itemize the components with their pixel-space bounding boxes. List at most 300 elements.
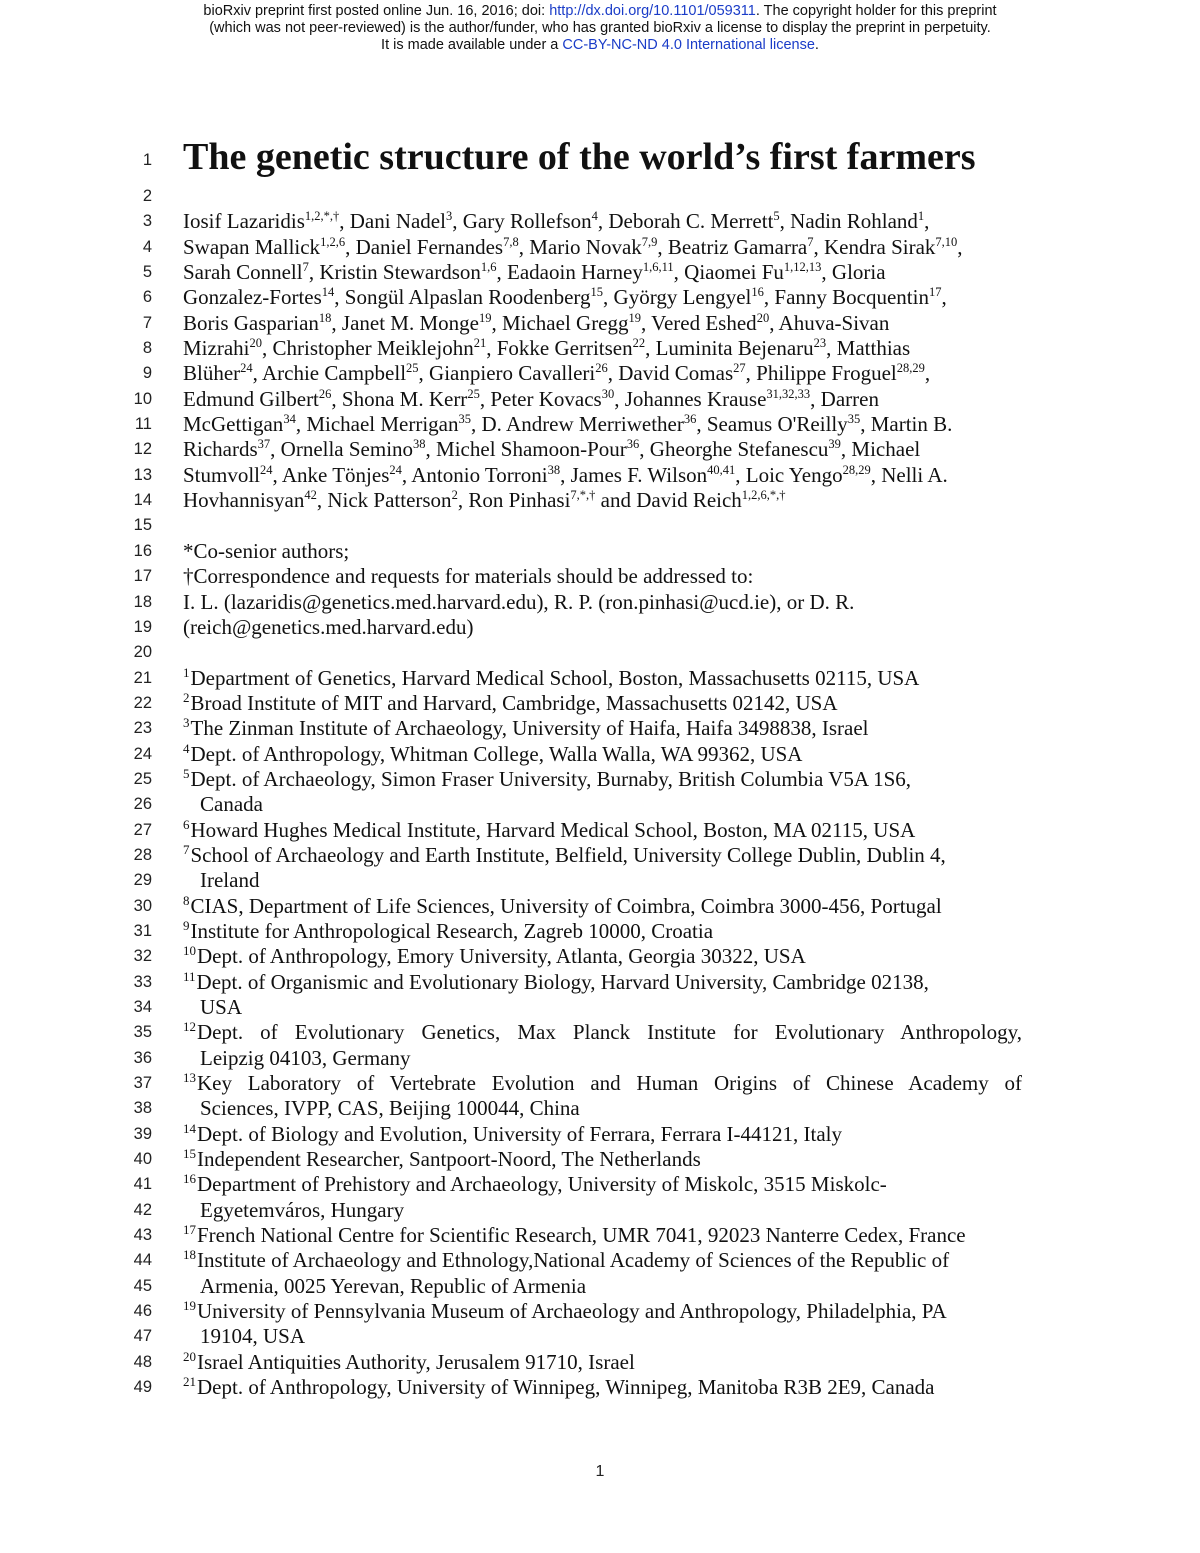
affiliation-number: 3	[183, 716, 190, 731]
affiliation-line	[0, 1096, 1200, 1121]
affiliation-number: 4	[183, 741, 190, 756]
affiliation-number: 17	[183, 1223, 196, 1238]
correspondence-note: I. L. (lazaridis@genetics.med.harvard.edu), R. P. (ron.pinhasi@ucd.ie), or D. R.	[183, 589, 855, 614]
affiliation-line	[0, 1350, 1200, 1375]
affiliation-marker: 38	[547, 462, 561, 477]
affiliation-text	[183, 970, 1022, 995]
line-number: 36	[133, 1048, 152, 1067]
author-name: Boris Gasparian	[183, 310, 319, 335]
author-name: Swapan Mallick	[183, 234, 321, 259]
affiliation-text	[183, 919, 1022, 944]
blank-line	[0, 640, 1200, 665]
correspondence-note: †Correspondence and requests for materials should be addressed to:	[183, 564, 754, 589]
affiliation-line	[0, 1324, 1200, 1349]
line-number: 10	[133, 389, 152, 408]
affiliation-line-text: Canada	[200, 792, 263, 817]
author-name: , Qiaomei Fu	[673, 260, 784, 285]
author-name: , Michael Gregg	[491, 310, 629, 335]
affiliation-line-text: Leipzig 04103, Germany	[200, 1045, 411, 1070]
author-list	[183, 361, 1022, 386]
author-name: , Ahuva-Sivan	[769, 310, 890, 335]
line-number: 16	[133, 541, 152, 560]
affiliation-line-text: Department of Prehistory and Archaeology, University of Miskolc, 3515 Miskolc-	[197, 1172, 887, 1197]
author-name: , Martin B.	[860, 412, 953, 437]
affiliation-marker: 18	[318, 310, 332, 325]
author-line	[0, 285, 1200, 310]
affiliation-marker: 35	[847, 412, 861, 427]
author-line	[0, 336, 1200, 361]
author-name: , Antonio Torroni	[401, 462, 548, 487]
line-number: 9	[142, 364, 152, 383]
affiliation-number: 5	[183, 766, 190, 781]
line-number: 6	[142, 288, 152, 307]
author-name: , Darren	[810, 386, 879, 411]
line-number: 28	[133, 845, 152, 864]
affiliation-line	[0, 1172, 1200, 1197]
header-line-2: (which was not peer-reviewed) is the author/funder, who has granted bioRxiv a license to display the preprint in perpetuity.	[209, 20, 991, 36]
author-list	[183, 285, 1022, 310]
line-number: 8	[142, 339, 152, 358]
affiliation-marker: 26	[318, 386, 332, 401]
affiliation-line-text: Sciences, IVPP, CAS, Beijing 100044, China	[200, 1096, 580, 1121]
author-line	[0, 387, 1200, 412]
affiliation-marker: 20	[249, 336, 262, 351]
affiliation-line-text: University of Pennsylvania Museum of Archaeology and Anthropology, Philadelphia, PA	[197, 1299, 947, 1324]
affiliation-marker: 4	[591, 209, 598, 224]
author-name: , Eadaoin Harney	[496, 260, 643, 285]
author-line	[0, 235, 1200, 260]
affiliation-marker: 20	[756, 310, 770, 325]
affiliation-line-text: Key Laboratory of Vertebrate Evolution and Human Origins of Chinese Academy of	[197, 1071, 1022, 1096]
line-number: 22	[133, 693, 152, 712]
affiliation-marker: 7,*,†	[570, 488, 596, 503]
author-name: , Fanny Bocquentin	[763, 285, 929, 310]
affiliation-line-text: Israel Antiquities Authority, Jerusalem 91710, Israel	[197, 1349, 635, 1374]
affiliation-marker: 7,10	[935, 234, 958, 249]
author-list	[183, 412, 1022, 437]
line-number: 33	[133, 972, 152, 991]
line-number: 18	[133, 592, 152, 611]
author-name: ,	[957, 234, 963, 259]
note-line	[0, 615, 1200, 640]
affiliation-number: 8	[183, 893, 190, 908]
line-number: 39	[133, 1124, 152, 1143]
affiliation-text	[200, 1096, 1022, 1121]
affiliation-marker: 7	[302, 260, 309, 275]
line-number: 21	[133, 668, 152, 687]
author-name: , Michael Merrigan	[295, 412, 459, 437]
affiliation-marker: 25	[467, 386, 480, 401]
affiliation-text	[183, 1375, 1022, 1400]
affiliation-marker: 34	[283, 412, 296, 427]
author-name: , Michel Shamoon-Pour	[425, 437, 627, 462]
author-name: , Ron Pinhasi	[457, 488, 571, 513]
affiliation-marker: 7	[807, 234, 814, 249]
affiliation-number: 13	[183, 1071, 196, 1086]
affiliation-line	[0, 1147, 1200, 1172]
author-name: , Shona M. Kerr	[331, 386, 468, 411]
affiliation-number: 19	[183, 1299, 196, 1314]
affiliation-number: 7	[183, 842, 190, 857]
header-line-1: bioRxiv preprint first posted online Jun. 16, 2016; doi: http://dx.doi.org/10.1101/059311. The copyright holder for this preprint	[203, 3, 997, 19]
line-number: 42	[133, 1200, 152, 1219]
affiliation-line	[0, 995, 1200, 1020]
author-name: , Nick Patterson	[316, 488, 452, 513]
affiliation-line	[0, 1046, 1200, 1071]
affiliation-line	[0, 970, 1200, 995]
affiliation-marker: 21	[473, 336, 487, 351]
affiliation-marker: 2	[451, 488, 458, 503]
affiliation-marker: 7,8	[503, 234, 519, 249]
affiliation-marker: 40,41	[707, 462, 736, 477]
line-number: 30	[133, 896, 152, 915]
affiliation-text	[183, 843, 1022, 868]
author-name: , Vered Eshed	[641, 310, 757, 335]
author-name: , Gary Rollefson	[452, 209, 592, 234]
line-number: 4	[142, 237, 152, 256]
line-number: 23	[133, 719, 152, 738]
author-line	[0, 463, 1200, 488]
affiliation-text	[200, 1198, 1022, 1223]
author-name: , D. Andrew Merriwether	[471, 412, 684, 437]
author-name: Edmund Gilbert	[183, 386, 319, 411]
author-name: , Daniel Fernandes	[345, 234, 504, 259]
line-number: 40	[133, 1150, 152, 1169]
author-name: , György Lengyel	[603, 285, 752, 310]
affiliation-marker: 38	[413, 437, 426, 452]
author-name: , Janet M. Monge	[331, 310, 479, 335]
affiliation-line-text: Dept. of Biology and Evolution, University of Ferrara, Ferrara I-44121, Italy	[197, 1121, 843, 1146]
affiliation-number: 21	[183, 1375, 196, 1390]
affiliation-text	[183, 1223, 1022, 1248]
affiliation-line	[0, 1198, 1200, 1223]
doi-link[interactable]: http://dx.doi.org/10.1101/059311	[549, 3, 756, 19]
affiliation-line	[0, 767, 1200, 792]
affiliation-line	[0, 1248, 1200, 1273]
affiliation-text	[183, 767, 1022, 792]
line-number: 48	[133, 1352, 152, 1371]
line-number: 38	[133, 1099, 152, 1118]
affiliation-text	[183, 1299, 1022, 1324]
line-number: 13	[133, 465, 152, 484]
author-line	[0, 209, 1200, 234]
author-name: Hovhannisyan	[183, 488, 305, 513]
affiliation-marker: 28,29	[896, 361, 925, 376]
author-name: , Nelli A.	[870, 462, 948, 487]
affiliation-text	[200, 868, 1022, 893]
author-name: Richards	[183, 437, 258, 462]
affiliation-line-text: Ireland	[200, 868, 260, 893]
affiliation-number: 20	[183, 1349, 196, 1364]
affiliation-marker: 16	[751, 285, 764, 300]
affiliation-marker: 17	[928, 285, 942, 300]
line-number: 24	[133, 744, 152, 763]
author-list	[183, 463, 1022, 488]
author-name: , Gheorghe Stefanescu	[639, 437, 829, 462]
affiliation-text	[200, 1274, 1022, 1299]
line-number: 29	[133, 871, 152, 890]
affiliation-line-text: 19104, USA	[200, 1324, 306, 1349]
author-name: , Beatriz Gamarra	[657, 234, 808, 259]
author-name: , Michael	[840, 437, 921, 462]
affiliation-marker: 3	[445, 209, 453, 224]
affiliation-line-text: Dept. of Anthropology, Whitman College, Walla Walla, WA 99362, USA	[190, 741, 803, 766]
license-link[interactable]: CC-BY-NC-ND 4.0 International license	[562, 37, 815, 53]
affiliation-number: 14	[183, 1121, 196, 1136]
affiliation-marker: 15	[590, 285, 604, 300]
affiliation-text	[183, 818, 1022, 843]
author-list	[183, 235, 1022, 260]
author-name: McGettigan	[183, 412, 284, 437]
header-line-3: It is made available under a CC-BY-NC-ND 4.0 International license.	[381, 37, 819, 53]
author-name: , Luminita Bejenaru	[645, 336, 814, 361]
author-name: , Gianpiero Cavalleri	[418, 361, 596, 386]
author-name: , Loic Yengo	[735, 462, 843, 487]
note-line	[0, 564, 1200, 589]
line-number: 32	[133, 947, 152, 966]
author-name: , David Comas	[607, 361, 734, 386]
affiliation-marker: 36	[683, 412, 697, 427]
affiliation-marker: 23	[813, 336, 827, 351]
affiliation-line-text: The Zinman Institute of Archaeology, University of Haifa, Haifa 3498838, Israel	[190, 716, 869, 741]
affiliation-marker: 7,9	[641, 234, 658, 249]
author-name: Blüher	[183, 361, 241, 386]
affiliation-marker: 31,32,33	[766, 386, 811, 401]
author-name: , Philippe Froguel	[745, 361, 897, 386]
line-number: 47	[133, 1327, 152, 1346]
line-number: 3	[142, 212, 152, 231]
author-name: , Deborah C. Merrett	[597, 209, 774, 234]
affiliation-number: 12	[183, 1020, 196, 1035]
author-name: ,	[924, 361, 931, 386]
line-number: 26	[133, 795, 152, 814]
affiliation-text	[183, 742, 1022, 767]
affiliation-line	[0, 1223, 1200, 1248]
affiliation-number: 15	[183, 1147, 196, 1162]
author-name: , Kristin Stewardson	[308, 260, 481, 285]
affiliation-text	[183, 1020, 1022, 1045]
affiliation-number: 16	[183, 1172, 196, 1187]
affiliation-text	[183, 691, 1022, 716]
affiliation-marker: 19	[478, 310, 492, 325]
affiliation-text	[183, 666, 1022, 691]
affiliation-line-text: Institute for Anthropological Research, Zagreb 10000, Croatia	[190, 918, 714, 943]
author-name: , Kendra Sirak	[813, 234, 936, 259]
title-line	[0, 130, 1200, 184]
author-name: Sarah Connell	[183, 260, 303, 285]
affiliation-marker: 24	[389, 462, 402, 477]
affiliation-line	[0, 792, 1200, 817]
affiliation-line	[0, 1299, 1200, 1324]
author-name: , Seamus O'Reilly	[696, 412, 848, 437]
affiliation-marker: 1,6,11	[642, 260, 674, 275]
author-name: , Peter Kovacs	[479, 386, 602, 411]
affiliation-marker: 28,29	[842, 462, 871, 477]
affiliation-marker: 1,2,6,*,†	[741, 488, 786, 503]
affiliation-number: 2	[183, 690, 190, 705]
affiliation-line-text: Dept. of Anthropology, University of Winnipeg, Winnipeg, Manitoba R3B 2E9, Canada	[197, 1375, 935, 1400]
affiliation-line-text: Broad Institute of MIT and Harvard, Cambridge, Massachusetts 02142, USA	[190, 690, 838, 715]
affiliation-marker: 19	[628, 310, 642, 325]
line-number: 45	[133, 1276, 152, 1295]
affiliation-line	[0, 919, 1200, 944]
affiliation-line	[0, 868, 1200, 893]
affiliation-number: 9	[183, 918, 190, 933]
author-line	[0, 361, 1200, 386]
line-number: 49	[133, 1378, 152, 1397]
line-number: 43	[133, 1226, 152, 1245]
author-name: , Ornella Semino	[270, 437, 414, 462]
author-name: , Matthias	[826, 336, 911, 361]
affiliation-number: 10	[183, 944, 196, 959]
line-number: 5	[142, 263, 152, 282]
affiliation-line	[0, 843, 1200, 868]
affiliation-line	[0, 1122, 1200, 1147]
author-name: Mizrahi	[183, 336, 250, 361]
affiliation-text	[183, 944, 1022, 969]
blank-line	[0, 184, 1200, 209]
affiliation-marker: 1	[917, 209, 925, 224]
line-number: 20	[133, 643, 152, 662]
line-number: 35	[133, 1023, 152, 1042]
affiliation-text	[200, 1046, 1022, 1071]
line-number: 19	[133, 617, 152, 636]
affiliation-line	[0, 1071, 1200, 1096]
affiliation-line	[0, 691, 1200, 716]
affiliation-line-text: French National Centre for Scientific Research, UMR 7041, 92023 Nanterre Cedex, France	[197, 1223, 966, 1248]
author-name: , James F. Wilson	[560, 462, 708, 487]
author-name: , Gloria	[821, 260, 886, 285]
affiliation-text	[183, 1147, 1022, 1172]
affiliation-line-text: USA	[200, 995, 243, 1019]
affiliation-marker: 14	[321, 285, 335, 300]
affiliation-text	[183, 1248, 1022, 1273]
paper-body	[0, 130, 1200, 1401]
author-line	[0, 260, 1200, 285]
author-name: , Fokke Gerritsen	[486, 336, 633, 361]
affiliation-marker: 37	[257, 437, 271, 452]
affiliation-line-text: Dept. of Archaeology, Simon Fraser University, Burnaby, British Columbia V5A 1S6,	[190, 766, 912, 791]
affiliation-marker: 35	[458, 412, 472, 427]
author-name: , Johannes Krause	[614, 386, 767, 411]
author-name: ,	[941, 285, 947, 310]
affiliation-line-text: School of Archaeology and Earth Institute, Belfield, University College Dublin, Dublin 4,	[190, 842, 946, 867]
author-name: , Mario Novak	[518, 234, 642, 259]
affiliation-line	[0, 894, 1200, 919]
affiliation-marker: 22	[632, 336, 646, 351]
affiliation-marker: 39	[828, 437, 841, 452]
line-number: 31	[133, 921, 152, 940]
line-number: 14	[133, 491, 152, 510]
author-name: , Nadin Rohland	[779, 209, 918, 234]
affiliation-text	[183, 1122, 1022, 1147]
affiliation-line	[0, 818, 1200, 843]
affiliation-line-text: Department of Genetics, Harvard Medical School, Boston, Massachusetts 02115, USA	[190, 665, 920, 690]
line-number: 11	[134, 415, 152, 434]
affiliation-line	[0, 1020, 1200, 1045]
line-number: 1	[142, 151, 152, 169]
affiliation-line-text: Dept. of Anthropology, Emory University, Atlanta, Georgia 30322, USA	[197, 944, 806, 969]
author-name: , Christopher Meiklejohn	[261, 336, 474, 361]
affiliation-marker: 36	[626, 437, 640, 452]
affiliation-line	[0, 716, 1200, 741]
affiliation-text	[183, 894, 1022, 919]
affiliation-marker: 24	[260, 462, 273, 477]
line-number: 12	[133, 440, 152, 459]
line-number: 46	[133, 1302, 152, 1321]
author-name: , Songül Alpaslan Roodenberg	[334, 285, 591, 310]
affiliation-marker: 24	[240, 361, 253, 376]
author-list	[183, 387, 1022, 412]
affiliation-marker: 26	[595, 361, 608, 376]
affiliation-line-text: CIAS, Department of Life Sciences, University of Coimbra, Coimbra 3000-456, Portugal	[190, 893, 942, 918]
correspondence-note: (reich@genetics.med.harvard.edu)	[183, 614, 474, 639]
author-list	[183, 488, 1022, 513]
blank-line	[0, 513, 1200, 538]
line-number: 41	[133, 1175, 152, 1194]
affiliation-marker: 30	[601, 386, 615, 401]
affiliation-line-text: Independent Researcher, Santpoort-Noord, The Netherlands	[197, 1147, 701, 1172]
note-line	[0, 539, 1200, 564]
author-name: and David Reich	[595, 488, 742, 513]
affiliation-line	[0, 666, 1200, 691]
author-list	[183, 260, 1022, 285]
author-list	[183, 437, 1022, 462]
line-number: 25	[133, 769, 152, 788]
line-number: 34	[133, 998, 152, 1016]
page-number: 1	[595, 1463, 605, 1480]
line-number: 37	[133, 1074, 152, 1093]
affiliation-line	[0, 944, 1200, 969]
affiliation-text	[183, 1350, 1022, 1375]
author-list	[183, 311, 1022, 336]
affiliation-marker: 27	[733, 361, 746, 376]
author-line	[0, 488, 1200, 513]
affiliation-line	[0, 1375, 1200, 1400]
author-name: , Dani Nadel	[339, 209, 446, 234]
affiliation-marker: 1,2,6	[320, 234, 346, 249]
author-line	[0, 437, 1200, 462]
affiliation-number: 18	[183, 1248, 196, 1263]
correspondence-note: *Co-senior authors;	[183, 538, 350, 563]
affiliation-line-text: Howard Hughes Medical Institute, Harvard Medical School, Boston, MA 02115, USA	[190, 817, 916, 842]
line-number: 2	[142, 187, 152, 205]
preprint-header	[0, 3, 1200, 54]
author-line	[0, 412, 1200, 437]
line-number: 7	[142, 313, 152, 332]
author-list	[183, 336, 1022, 361]
affiliation-marker: 25	[406, 361, 419, 376]
note-line	[0, 590, 1200, 615]
affiliation-line-text: Egyetemváros, Hungary	[200, 1197, 405, 1222]
affiliation-line-text: Dept. of Organismic and Evolutionary Biology, Harvard University, Cambridge 02138,	[196, 969, 929, 994]
author-name: ,	[924, 209, 930, 234]
affiliation-line-text: Armenia, 0025 Yerevan, Republic of Armenia	[200, 1273, 587, 1298]
line-number: 15	[133, 516, 152, 535]
affiliation-marker: 42	[304, 488, 317, 503]
author-name: , Archie Campbell	[252, 361, 407, 386]
line-number: 27	[133, 820, 152, 839]
affiliation-text	[200, 995, 1022, 1020]
affiliation-marker: 1,12,13	[783, 260, 822, 275]
paper-title: The genetic structure of the world’s first farmers	[183, 136, 976, 178]
affiliation-number: 6	[183, 817, 190, 832]
affiliation-line	[0, 742, 1200, 767]
affiliation-number: 1	[183, 665, 190, 680]
line-number: 17	[133, 567, 152, 586]
author-name: , Anke Tönjes	[272, 462, 390, 487]
affiliation-line-text: Institute of Archaeology and Ethnology,National Academy of Sciences of the Republic of	[197, 1248, 950, 1273]
